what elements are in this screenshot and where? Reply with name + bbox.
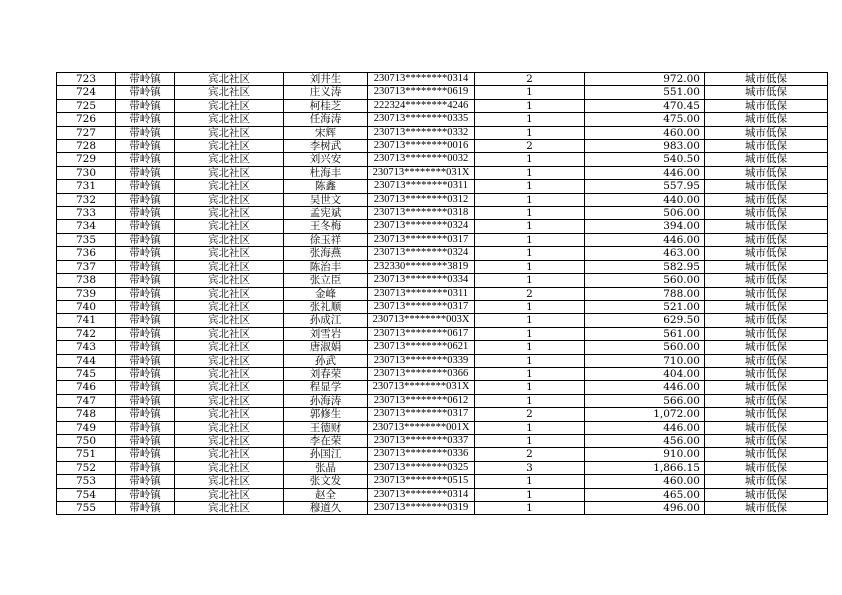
id-number-cell: 230713********0311 [368,180,475,193]
id-number-cell: 230713********0317 [368,300,475,313]
amount-cell: 788.00 [585,287,705,300]
id-number-cell: 230713********0311 [368,287,475,300]
table-row [57,314,828,327]
id-number-cell: 230713********0325 [368,461,475,474]
name-cell: 陈治丰 [284,260,368,273]
amount-cell: 1,866.15 [585,461,705,474]
community-cell: 宾北社区 [175,166,284,179]
community-cell: 宾北社区 [175,448,284,461]
assistance-type-cell: 城市低保 [705,207,828,220]
id-number-cell: 230713********0617 [368,327,475,340]
id-number-cell: 222324********4246 [368,99,475,112]
row-number-cell: 752 [57,461,116,474]
id-number-cell: 230713********0312 [368,193,475,206]
assistance-type-cell: 城市低保 [705,220,828,233]
community-cell: 宾北社区 [175,193,284,206]
community-cell: 宾北社区 [175,300,284,313]
row-number-cell: 754 [57,488,116,501]
household-count-cell: 1 [475,113,585,126]
amount-cell: 446.00 [585,233,705,246]
name-cell: 刘雪岩 [284,327,368,340]
row-number-cell: 736 [57,247,116,260]
amount-cell: 460.00 [585,475,705,488]
row-number-cell: 745 [57,367,116,380]
name-cell: 吴世文 [284,193,368,206]
community-cell: 宾北社区 [175,220,284,233]
row-number-cell: 729 [57,153,116,166]
town-cell: 带岭镇 [116,287,175,300]
name-cell: 郭修生 [284,408,368,421]
town-cell: 带岭镇 [116,166,175,179]
id-number-cell: 230713********0317 [368,233,475,246]
table-row [57,381,828,394]
assistance-type-cell: 城市低保 [705,300,828,313]
town-cell: 带岭镇 [116,367,175,380]
row-number-cell: 728 [57,140,116,153]
household-count-cell: 1 [475,488,585,501]
id-number-cell: 230713********003X [368,314,475,327]
id-number-cell: 230713********0515 [368,475,475,488]
assistance-type-cell: 城市低保 [705,99,828,112]
row-number-cell: 741 [57,314,116,327]
id-number-cell: 230713********0612 [368,394,475,407]
id-number-cell: 230713********0032 [368,153,475,166]
name-cell: 金峰 [284,287,368,300]
community-cell: 宾北社区 [175,260,284,273]
assistance-type-cell: 城市低保 [705,247,828,260]
household-count-cell: 1 [475,99,585,112]
community-cell: 宾北社区 [175,394,284,407]
household-count-cell: 1 [475,354,585,367]
assistance-type-cell: 城市低保 [705,502,828,515]
id-number-cell: 230713********0318 [368,207,475,220]
row-number-cell: 732 [57,193,116,206]
assistance-type-cell: 城市低保 [705,113,828,126]
id-number-cell: 230713********0317 [368,408,475,421]
table-row [57,287,828,300]
name-cell: 唐淑娟 [284,341,368,354]
community-cell: 宾北社区 [175,354,284,367]
name-cell: 任海涛 [284,113,368,126]
table-row [57,475,828,488]
id-number-cell: 230713********0334 [368,274,475,287]
id-number-cell: 230713********0332 [368,126,475,139]
id-number-cell: 230713********0314 [368,73,475,86]
town-cell: 带岭镇 [116,314,175,327]
table-row [57,233,828,246]
household-count-cell: 1 [475,86,585,99]
household-count-cell: 1 [475,180,585,193]
town-cell: 带岭镇 [116,327,175,340]
table-row [57,86,828,99]
assistance-type-cell: 城市低保 [705,126,828,139]
name-cell: 刘兴安 [284,153,368,166]
id-number-cell: 230713********031X [368,381,475,394]
community-cell: 宾北社区 [175,381,284,394]
name-cell: 张海燕 [284,247,368,260]
id-number-cell: 230713********0336 [368,448,475,461]
id-number-cell: 230713********0366 [368,367,475,380]
household-count-cell: 1 [475,166,585,179]
amount-cell: 404.00 [585,367,705,380]
table-row [57,193,828,206]
community-cell: 宾北社区 [175,247,284,260]
household-count-cell: 1 [475,475,585,488]
community-cell: 宾北社区 [175,461,284,474]
town-cell: 带岭镇 [116,113,175,126]
town-cell: 带岭镇 [116,274,175,287]
community-cell: 宾北社区 [175,287,284,300]
name-cell: 徐玉祥 [284,233,368,246]
community-cell: 宾北社区 [175,180,284,193]
name-cell: 赵全 [284,488,368,501]
community-cell: 宾北社区 [175,327,284,340]
amount-cell: 394.00 [585,220,705,233]
assistance-type-cell: 城市低保 [705,327,828,340]
id-number-cell: 230713********0621 [368,341,475,354]
row-number-cell: 749 [57,421,116,434]
amount-cell: 521.00 [585,300,705,313]
community-cell: 宾北社区 [175,99,284,112]
household-count-cell: 1 [475,247,585,260]
row-number-cell: 740 [57,300,116,313]
town-cell: 带岭镇 [116,300,175,313]
row-number-cell: 746 [57,381,116,394]
household-count-cell: 1 [475,126,585,139]
table-row [57,140,828,153]
assistance-type-cell: 城市低保 [705,140,828,153]
amount-cell: 566.00 [585,394,705,407]
household-count-cell: 2 [475,408,585,421]
id-number-cell: 230713********001X [368,421,475,434]
town-cell: 带岭镇 [116,99,175,112]
name-cell: 孙国江 [284,448,368,461]
row-number-cell: 731 [57,180,116,193]
community-cell: 宾北社区 [175,367,284,380]
town-cell: 带岭镇 [116,140,175,153]
row-number-cell: 723 [57,73,116,86]
name-cell: 孙武 [284,354,368,367]
community-cell: 宾北社区 [175,113,284,126]
row-number-cell: 751 [57,448,116,461]
name-cell: 刘春荣 [284,367,368,380]
table-body [57,73,828,515]
amount-cell: 463.00 [585,247,705,260]
name-cell: 宋辉 [284,126,368,139]
household-count-cell: 1 [475,220,585,233]
household-count-cell: 1 [475,421,585,434]
name-cell: 陈鑫 [284,180,368,193]
amount-cell: 629.50 [585,314,705,327]
name-cell: 王冬梅 [284,220,368,233]
household-count-cell: 2 [475,287,585,300]
household-count-cell: 1 [475,260,585,273]
table-row [57,274,828,287]
assistance-type-cell: 城市低保 [705,287,828,300]
community-cell: 宾北社区 [175,475,284,488]
name-cell: 柯桂芝 [284,99,368,112]
town-cell: 带岭镇 [116,488,175,501]
id-number-cell: 230713********0339 [368,354,475,367]
amount-cell: 1,072.00 [585,408,705,421]
household-count-cell: 1 [475,233,585,246]
recipient-table [56,72,828,515]
amount-cell: 557.95 [585,180,705,193]
assistance-type-cell: 城市低保 [705,448,828,461]
row-number-cell: 734 [57,220,116,233]
assistance-type-cell: 城市低保 [705,367,828,380]
amount-cell: 540.50 [585,153,705,166]
community-cell: 宾北社区 [175,73,284,86]
assistance-type-cell: 城市低保 [705,475,828,488]
id-number-cell: 230713********0314 [368,488,475,501]
name-cell: 程显学 [284,381,368,394]
id-number-cell: 230713********031X [368,166,475,179]
amount-cell: 582.95 [585,260,705,273]
household-count-cell: 1 [475,314,585,327]
community-cell: 宾北社区 [175,408,284,421]
assistance-type-cell: 城市低保 [705,260,828,273]
assistance-type-cell: 城市低保 [705,274,828,287]
amount-cell: 972.00 [585,73,705,86]
community-cell: 宾北社区 [175,207,284,220]
community-cell: 宾北社区 [175,341,284,354]
row-number-cell: 753 [57,475,116,488]
amount-cell: 460.00 [585,126,705,139]
row-number-cell: 735 [57,233,116,246]
amount-cell: 910.00 [585,448,705,461]
row-number-cell: 733 [57,207,116,220]
name-cell: 穆道久 [284,502,368,515]
row-number-cell: 730 [57,166,116,179]
amount-cell: 475.00 [585,113,705,126]
town-cell: 带岭镇 [116,220,175,233]
amount-cell: 446.00 [585,166,705,179]
town-cell: 带岭镇 [116,207,175,220]
row-number-cell: 742 [57,327,116,340]
town-cell: 带岭镇 [116,341,175,354]
table-row [57,461,828,474]
table-row [57,421,828,434]
name-cell: 张晶 [284,461,368,474]
row-number-cell: 755 [57,502,116,515]
assistance-type-cell: 城市低保 [705,73,828,86]
household-count-cell: 1 [475,367,585,380]
community-cell: 宾北社区 [175,233,284,246]
amount-cell: 551.00 [585,86,705,99]
town-cell: 带岭镇 [116,247,175,260]
household-count-cell: 1 [475,153,585,166]
row-number-cell: 744 [57,354,116,367]
assistance-type-cell: 城市低保 [705,461,828,474]
name-cell: 张文发 [284,475,368,488]
row-number-cell: 726 [57,113,116,126]
table-row [57,207,828,220]
row-number-cell: 727 [57,126,116,139]
id-number-cell: 230713********0324 [368,220,475,233]
town-cell: 带岭镇 [116,260,175,273]
household-count-cell: 1 [475,274,585,287]
table-row [57,153,828,166]
id-number-cell: 230713********0335 [368,113,475,126]
community-cell: 宾北社区 [175,314,284,327]
assistance-type-cell: 城市低保 [705,381,828,394]
household-count-cell: 1 [475,193,585,206]
town-cell: 带岭镇 [116,180,175,193]
amount-cell: 440.00 [585,193,705,206]
community-cell: 宾北社区 [175,86,284,99]
name-cell: 庄义涛 [284,86,368,99]
table-row [57,367,828,380]
household-count-cell: 2 [475,448,585,461]
name-cell: 孙海涛 [284,394,368,407]
row-number-cell: 748 [57,408,116,421]
town-cell: 带岭镇 [116,421,175,434]
assistance-type-cell: 城市低保 [705,180,828,193]
name-cell: 杜海丰 [284,166,368,179]
assistance-type-cell: 城市低保 [705,193,828,206]
town-cell: 带岭镇 [116,193,175,206]
town-cell: 带岭镇 [116,475,175,488]
town-cell: 带岭镇 [116,73,175,86]
table-row [57,408,828,421]
assistance-type-cell: 城市低保 [705,488,828,501]
row-number-cell: 725 [57,99,116,112]
town-cell: 带岭镇 [116,86,175,99]
community-cell: 宾北社区 [175,140,284,153]
table-row [57,502,828,515]
town-cell: 带岭镇 [116,381,175,394]
town-cell: 带岭镇 [116,233,175,246]
table-row [57,394,828,407]
assistance-type-cell: 城市低保 [705,166,828,179]
row-number-cell: 743 [57,341,116,354]
amount-cell: 561.00 [585,327,705,340]
household-count-cell: 2 [475,140,585,153]
assistance-type-cell: 城市低保 [705,434,828,447]
amount-cell: 496.00 [585,502,705,515]
assistance-type-cell: 城市低保 [705,421,828,434]
table-row [57,73,828,86]
name-cell: 孟宪斌 [284,207,368,220]
table-row [57,166,828,179]
table-row [57,448,828,461]
id-number-cell: 232330********3819 [368,260,475,273]
table-row [57,488,828,501]
community-cell: 宾北社区 [175,153,284,166]
town-cell: 带岭镇 [116,434,175,447]
table-row [57,247,828,260]
community-cell: 宾北社区 [175,488,284,501]
name-cell: 刘井生 [284,73,368,86]
id-number-cell: 230713********0619 [368,86,475,99]
town-cell: 带岭镇 [116,354,175,367]
community-cell: 宾北社区 [175,274,284,287]
table-row [57,300,828,313]
community-cell: 宾北社区 [175,421,284,434]
row-number-cell: 750 [57,434,116,447]
table-row [57,260,828,273]
amount-cell: 465.00 [585,488,705,501]
amount-cell: 506.00 [585,207,705,220]
name-cell: 李在荣 [284,434,368,447]
town-cell: 带岭镇 [116,448,175,461]
table-row [57,126,828,139]
assistance-type-cell: 城市低保 [705,153,828,166]
town-cell: 带岭镇 [116,408,175,421]
table-row [57,434,828,447]
name-cell: 李树武 [284,140,368,153]
town-cell: 带岭镇 [116,461,175,474]
table-row [57,341,828,354]
name-cell: 王德财 [284,421,368,434]
id-number-cell: 230713********0324 [368,247,475,260]
amount-cell: 560.00 [585,274,705,287]
household-count-cell: 1 [475,300,585,313]
id-number-cell: 230713********0016 [368,140,475,153]
household-count-cell: 1 [475,341,585,354]
row-number-cell: 738 [57,274,116,287]
name-cell: 张礼顺 [284,300,368,313]
household-count-cell: 2 [475,73,585,86]
household-count-cell: 1 [475,502,585,515]
town-cell: 带岭镇 [116,126,175,139]
amount-cell: 446.00 [585,381,705,394]
amount-cell: 710.00 [585,354,705,367]
row-number-cell: 737 [57,260,116,273]
table-row [57,327,828,340]
table-row [57,113,828,126]
amount-cell: 560.00 [585,341,705,354]
assistance-type-cell: 城市低保 [705,394,828,407]
assistance-type-cell: 城市低保 [705,341,828,354]
row-number-cell: 739 [57,287,116,300]
community-cell: 宾北社区 [175,434,284,447]
name-cell: 张立臣 [284,274,368,287]
community-cell: 宾北社区 [175,126,284,139]
town-cell: 带岭镇 [116,394,175,407]
household-count-cell: 1 [475,327,585,340]
table-row [57,180,828,193]
assistance-type-cell: 城市低保 [705,233,828,246]
community-cell: 宾北社区 [175,502,284,515]
id-number-cell: 230713********0319 [368,502,475,515]
row-number-cell: 724 [57,86,116,99]
amount-cell: 456.00 [585,434,705,447]
table-row [57,99,828,112]
table-row [57,354,828,367]
amount-cell: 470.45 [585,99,705,112]
household-count-cell: 1 [475,207,585,220]
town-cell: 带岭镇 [116,153,175,166]
name-cell: 孙成江 [284,314,368,327]
id-number-cell: 230713********0337 [368,434,475,447]
row-number-cell: 747 [57,394,116,407]
household-count-cell: 1 [475,394,585,407]
assistance-type-cell: 城市低保 [705,408,828,421]
assistance-type-cell: 城市低保 [705,354,828,367]
household-count-cell: 1 [475,381,585,394]
assistance-type-cell: 城市低保 [705,86,828,99]
assistance-type-cell: 城市低保 [705,314,828,327]
town-cell: 带岭镇 [116,502,175,515]
amount-cell: 446.00 [585,421,705,434]
table-row [57,220,828,233]
amount-cell: 983.00 [585,140,705,153]
household-count-cell: 1 [475,434,585,447]
household-count-cell: 3 [475,461,585,474]
